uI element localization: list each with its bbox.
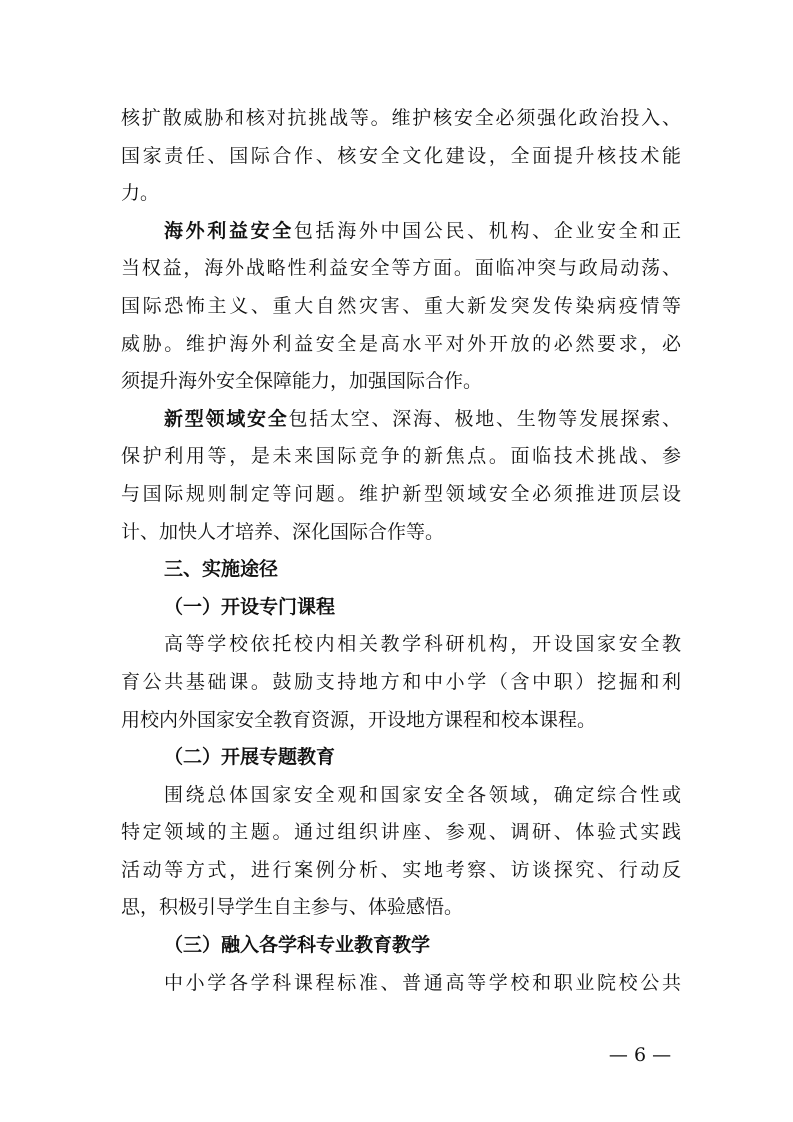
paragraph-text: 包括太空、深海、极地、生物等发展探索、 [288, 407, 681, 430]
paragraph-line: 与国际规则制定等问题。维护新型领域安全必须推进顶层设 [121, 482, 681, 505]
term-overseas-interests-security: 海外利益安全 [164, 219, 294, 242]
paragraph-line: 保护利用等，是未来国际竞争的新焦点。面临技术挑战、参 [121, 445, 681, 468]
paragraph-line: 核扩散威胁和核对抗挑战等。维护核安全必须强化政治投入、 [121, 107, 681, 129]
paragraph-line: 威胁。维护海外利益安全是高水平对外开放的必然要求，必 [121, 332, 681, 355]
paragraph-line: 国家责任、国际合作、核安全文化建设，全面提升核技术能 [121, 144, 681, 167]
paragraph-line: 活动等方式，进行案例分析、实地考察、访谈探究、行动反 [121, 858, 681, 881]
term-new-domain-security: 新型领域安全 [164, 407, 289, 430]
paragraph-line: 用校内外国家安全教育资源，开设地方课程和校本课程。 [121, 708, 597, 731]
paragraph-line-overseas-interests [121, 213, 681, 251]
paragraph-line: 力。 [121, 182, 160, 205]
paragraph-line: 国际恐怖主义、重大自然灾害、重大新发突发传染病疫情等 [121, 294, 681, 317]
subheading-special-courses: （一）开设专门课程 [164, 595, 336, 618]
document-body [121, 100, 681, 1002]
subheading-thematic-education: （二）开展专题教育 [164, 746, 336, 769]
paragraph-line: 育公共基础课。鼓励支持地方和中小学（含中职）挖掘和利 [121, 670, 681, 693]
paragraph-line: 思，积极引导学生自主参与、体验感悟。 [121, 896, 464, 919]
section-heading-implementation: 三、实施途径 [164, 558, 279, 581]
paragraph-line: 围绕总体国家安全观和国家安全各领域，确定综合性或 [164, 783, 681, 806]
subheading-subject-integration: （三）融入各学科专业教育教学 [164, 934, 431, 957]
page-number: — 6 — [608, 1044, 672, 1066]
paragraph-line-new-domains [121, 401, 681, 439]
paragraph-line: 特定领域的主题。通过组织讲座、参观、调研、体验式实践 [121, 821, 681, 844]
paragraph-line: 高等学校依托校内相关教学科研机构，开设国家安全教 [164, 633, 681, 656]
paragraph-line: 须提升海外安全保障能力，加强国际合作。 [121, 370, 483, 393]
paragraph-text: 包括海外中国公民、机构、企业安全和正 [293, 219, 681, 242]
paragraph-line: 计、加快人才培养、深化国际合作等。 [121, 520, 445, 543]
paragraph-line: 当权益，海外战略性利益安全等方面。面临冲突与政局动荡、 [121, 257, 681, 280]
paragraph-line: 中小学各学科课程标准、普通高等学校和职业院校公共 [164, 971, 681, 994]
